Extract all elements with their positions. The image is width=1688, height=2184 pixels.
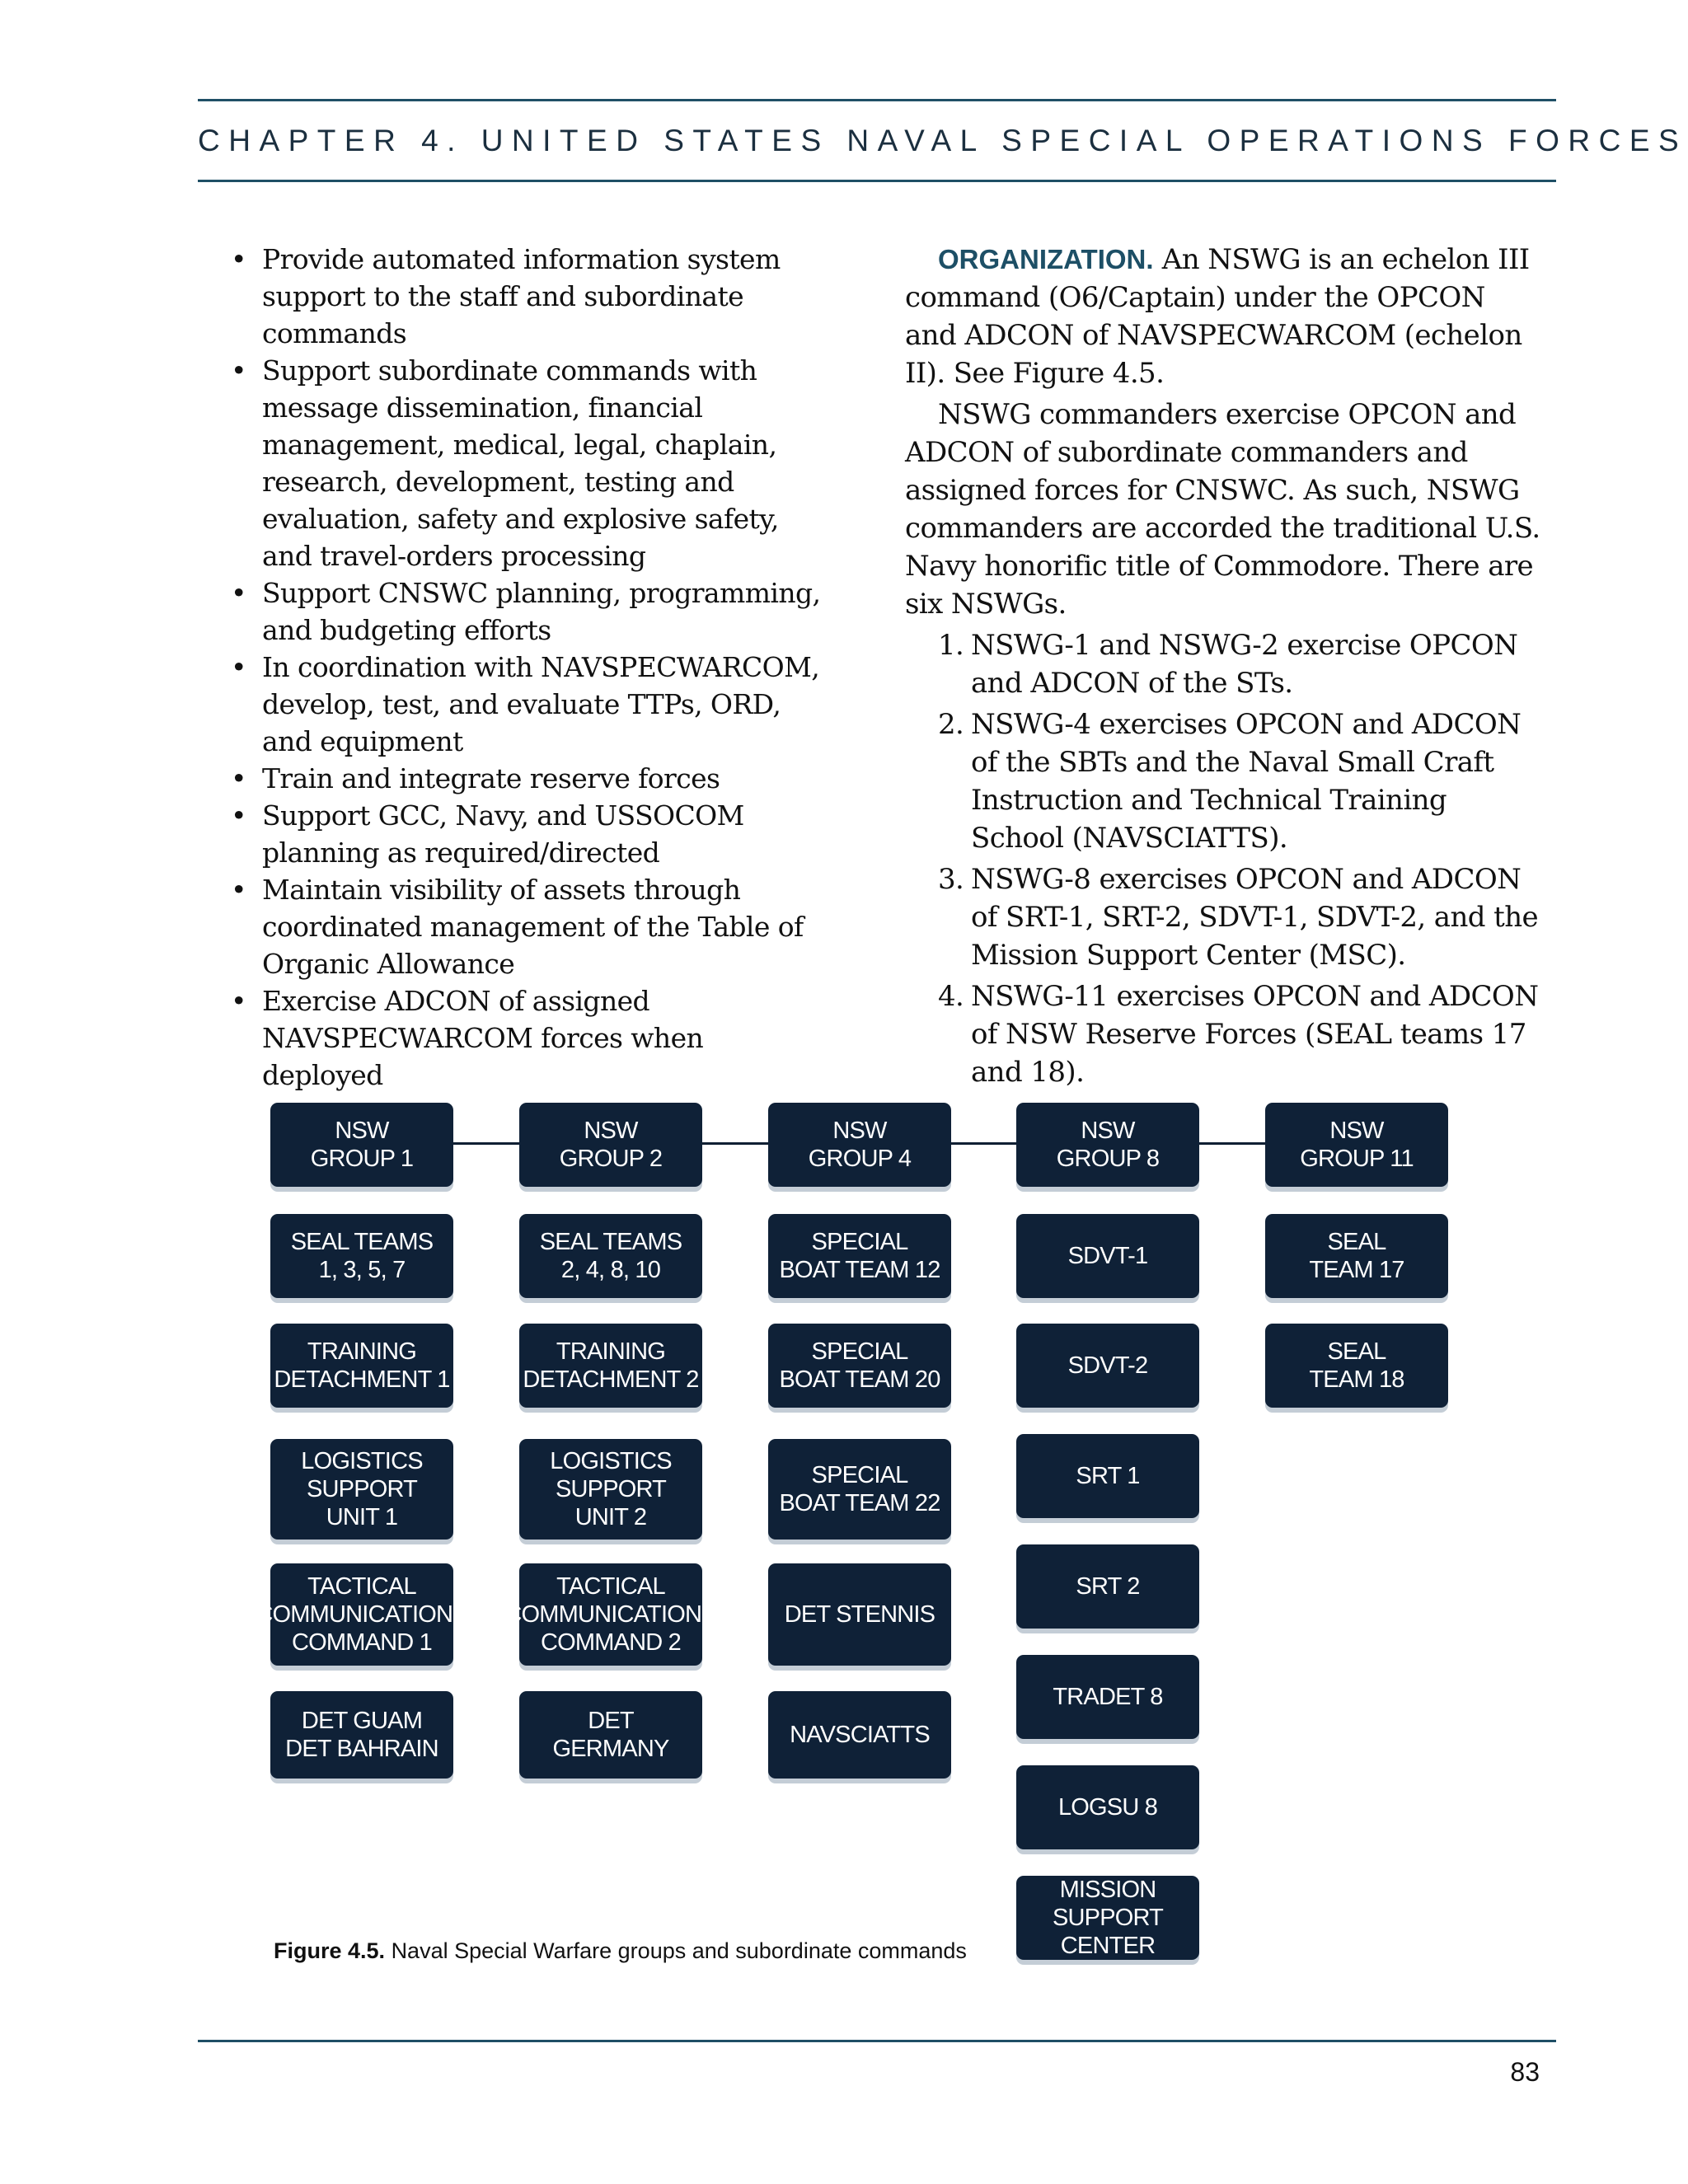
bullet-symbol: • xyxy=(231,799,246,832)
unit-box: SEAL TEAM 18 xyxy=(1265,1324,1448,1408)
bullet-symbol: • xyxy=(231,874,246,906)
unit-box: SPECIAL BOAT TEAM 22 xyxy=(768,1439,951,1540)
unit-box: LOGISTICS SUPPORT UNIT 2 xyxy=(519,1439,702,1540)
group-connector-line xyxy=(1199,1142,1265,1145)
bullet-text: In coordination with NAVSPECWARCOM, develop, test, and evaluate TTPs, ORD, and equipment xyxy=(262,651,820,757)
unit-box: TACTICAL COMMUNICATIONS COMMAND 1 xyxy=(270,1563,453,1666)
bullet-symbol: • xyxy=(231,651,246,683)
organization-label: ORGANIZATION. xyxy=(938,244,1154,274)
item-number: 2. xyxy=(938,708,964,741)
bullet-symbol: • xyxy=(231,762,246,794)
bullet-text: Maintain visibility of assets through coordinated management of the Table of Organic Allowance xyxy=(262,874,804,980)
unit-box: SEAL TEAMS 1, 3, 5, 7 xyxy=(270,1214,453,1298)
bullet-text: Exercise ADCON of assigned NAVSPECWARCOM forces when deployed xyxy=(262,985,704,1091)
page-number: 83 xyxy=(1510,2057,1540,2087)
item-text: NSWG-1 and NSWG-2 exercise OPCON and ADCON of the STs. xyxy=(971,629,1518,700)
item-number: 4. xyxy=(938,980,964,1013)
unit-box: DET STENNIS xyxy=(768,1563,951,1666)
unit-box: DET GERMANY xyxy=(519,1691,702,1779)
group-box: NSW GROUP 4 xyxy=(768,1103,951,1187)
bullet-symbol: • xyxy=(231,243,246,275)
bullet-text: Support GCC, Navy, and USSOCOM planning as required/directed xyxy=(262,799,744,869)
item-number: 3. xyxy=(938,863,964,896)
unit-box: SPECIAL BOAT TEAM 12 xyxy=(768,1214,951,1298)
item-number: 1. xyxy=(938,629,964,662)
figure-caption-label: Figure 4.5. xyxy=(274,1938,386,1963)
unit-box: LOGSU 8 xyxy=(1016,1765,1199,1849)
unit-box: SPECIAL BOAT TEAM 20 xyxy=(768,1324,951,1408)
figure-caption xyxy=(274,1938,1015,1964)
item-text: NSWG-8 exercises OPCON and ADCON of SRT-1, SRT-2, SDVT-1, SDVT-2, and the Mission Support Center (MSC). xyxy=(971,863,1539,972)
bullet-text: Train and integrate reserve forces xyxy=(262,762,720,794)
bullet-symbol: • xyxy=(231,577,246,609)
unit-box: TRAINING DETACHMENT 2 xyxy=(519,1324,702,1408)
unit-box: NAVSCIATTS xyxy=(768,1691,951,1779)
group-box: NSW GROUP 11 xyxy=(1265,1103,1448,1187)
group-box: NSW GROUP 8 xyxy=(1016,1103,1199,1187)
group-connector-line xyxy=(702,1142,768,1145)
unit-box: LOGISTICS SUPPORT UNIT 1 xyxy=(270,1439,453,1540)
footer-rule xyxy=(198,2040,1556,2042)
group-box: NSW GROUP 2 xyxy=(519,1103,702,1187)
unit-box: TRAINING DETACHMENT 1 xyxy=(270,1324,453,1408)
unit-box: MISSION SUPPORT CENTER xyxy=(1016,1876,1199,1960)
bullet-symbol: • xyxy=(231,985,246,1017)
chapter-header: CHAPTER 4. UNITED STATES NAVAL SPECIAL OPERATIONS FORCES xyxy=(198,124,1688,157)
bullet-symbol: • xyxy=(231,354,246,387)
figure-caption-text: Naval Special Warfare groups and subordinate commands xyxy=(391,1938,967,1963)
organization-text: An NSWG is an echelon III command (O6/Captain) under the OPCON and ADCON of NAVSPECWARCOM (echelon II). See Figure 4.5. xyxy=(905,243,1530,390)
bullet-text: Support CNSWC planning, programming, and budgeting efforts xyxy=(262,577,821,646)
group-box: NSW GROUP 1 xyxy=(270,1103,453,1187)
item-text: NSWG-4 exercises OPCON and ADCON of the SBTs and the Naval Small Craft Instruction and Technical Training School (NAVSCIATTS). xyxy=(971,708,1522,855)
bullet-text: Provide automated information system support to the staff and subordinate commands xyxy=(262,243,781,349)
unit-box: SEAL TEAMS 2, 4, 8, 10 xyxy=(519,1214,702,1298)
unit-box: DET GUAM DET BAHRAIN xyxy=(270,1691,453,1779)
nswg-paragraph: NSWG commanders exercise OPCON and ADCON of subordinate commanders and assigned forces for CNSWC. As such, NSWG commanders are accorded the traditional U.S. Navy honorific title of Commodore. There are six NSWGs. xyxy=(905,398,1540,621)
unit-box: SRT 2 xyxy=(1016,1544,1199,1629)
group-connector-line xyxy=(453,1142,519,1145)
unit-box: SDVT-2 xyxy=(1016,1324,1199,1408)
group-connector-line xyxy=(951,1142,1016,1145)
unit-box: SDVT-1 xyxy=(1016,1214,1199,1298)
unit-box: TACTICAL COMMUNICATIONS COMMAND 2 xyxy=(519,1563,702,1666)
unit-box: SEAL TEAM 17 xyxy=(1265,1214,1448,1298)
bullet-text: Support subordinate commands with message dissemination, financial management, medical, legal, chaplain, research, development, testing and evaluation, safety and explosive safety, and travel-orders processing xyxy=(262,354,779,572)
unit-box: TRADET 8 xyxy=(1016,1655,1199,1739)
unit-box: SRT 1 xyxy=(1016,1434,1199,1518)
item-text: NSWG-11 exercises OPCON and ADCON of NSW Reserve Forces (SEAL teams 17 and 18). xyxy=(971,980,1539,1089)
